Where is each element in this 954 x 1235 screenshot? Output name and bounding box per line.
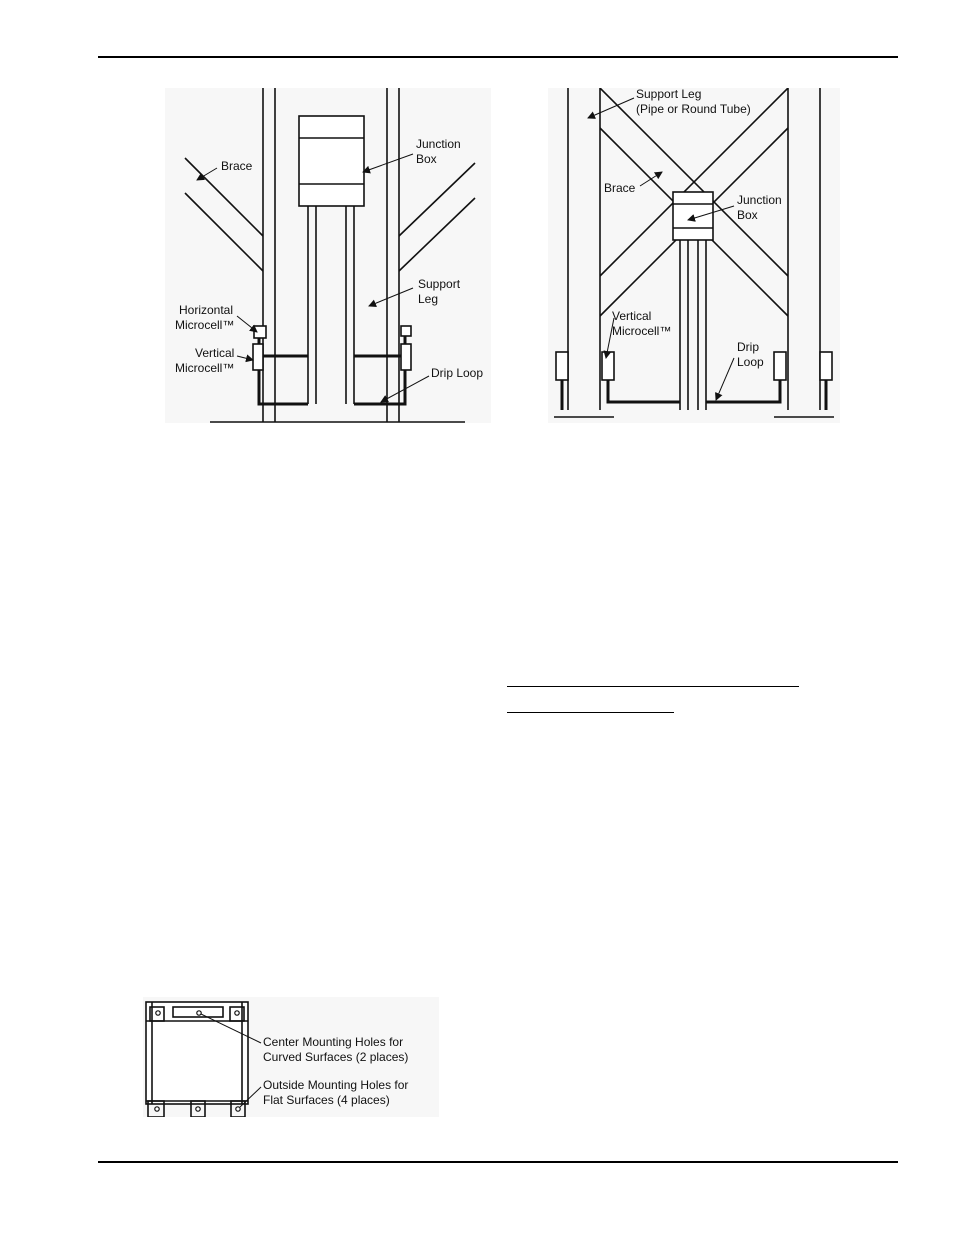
outside-hole-bottom-left [155, 1107, 159, 1111]
underline-rule-1 [507, 686, 799, 687]
figure-legs-brace-junction-box [165, 88, 491, 423]
support-leg-label-line1: Support [418, 277, 461, 291]
outside-holes-label-line2: Flat Surfaces (4 places) [263, 1093, 390, 1107]
drip-loop-label-right-line1: Drip [737, 340, 760, 354]
outside-hole-bottom-right [236, 1107, 240, 1111]
right-microcells [556, 352, 832, 380]
footer-rule [98, 1161, 898, 1163]
junction-box-label-line2: Box [416, 152, 437, 166]
figure-mounting-plate [143, 997, 439, 1117]
center-holes-label-line1: Center Mounting Holes for [263, 1035, 404, 1049]
horizontal-microcell-label-line1: Horizontal [179, 303, 234, 317]
drip-loop-leader-right [716, 358, 734, 400]
left-cables [259, 336, 405, 404]
vertical-microcell-label-right-line1: Vertical [612, 309, 652, 323]
vertical-microcell-label-line2: Microcell™ [175, 361, 235, 375]
support-leg-label-line2: (Pipe or Round Tube) [636, 102, 751, 116]
header-rule [98, 56, 898, 58]
junction-box-label-right-line2: Box [737, 208, 758, 222]
support-leg-label-line1: Support Leg [636, 88, 702, 101]
junction-box-leader [363, 154, 413, 172]
vertical-microcell-label-line1: Vertical [195, 346, 235, 360]
brace-label-right: Brace [604, 181, 636, 195]
brace-label: Brace [221, 159, 253, 173]
support-leg-label-line2: Leg [418, 292, 439, 306]
vertical-microcell-label-right-line2: Microcell™ [612, 324, 672, 338]
horizontal-microcell-label-line2: Microcell™ [175, 318, 235, 332]
brace-leader-right [640, 172, 662, 186]
underline-rule-2 [507, 712, 674, 713]
drip-loop-label-right-line2: Loop [737, 355, 764, 369]
center-holes-label-line2: Curved Surfaces (2 places) [263, 1050, 409, 1064]
mounting-plate-outline [146, 1002, 248, 1117]
support-leg-leader [369, 288, 413, 306]
outside-hole-top-right [235, 1011, 239, 1015]
right-structure [554, 88, 834, 417]
center-hole-bottom [196, 1107, 200, 1111]
outside-hole-top-left [156, 1011, 160, 1015]
horizontal-microcell-leader [237, 316, 257, 332]
center-hole-top [197, 1011, 201, 1015]
vertical-microcell-leader [237, 356, 253, 360]
drip-loop-label: Drip Loop [431, 366, 484, 380]
junction-box-label-right-line1: Junction [737, 193, 782, 207]
junction-box-label-line1: Junction [416, 137, 461, 151]
figure-pipe-legs-x-brace [548, 88, 840, 423]
outside-holes-label-line1: Outside Mounting Holes for [263, 1078, 409, 1092]
right-cables [562, 378, 826, 410]
